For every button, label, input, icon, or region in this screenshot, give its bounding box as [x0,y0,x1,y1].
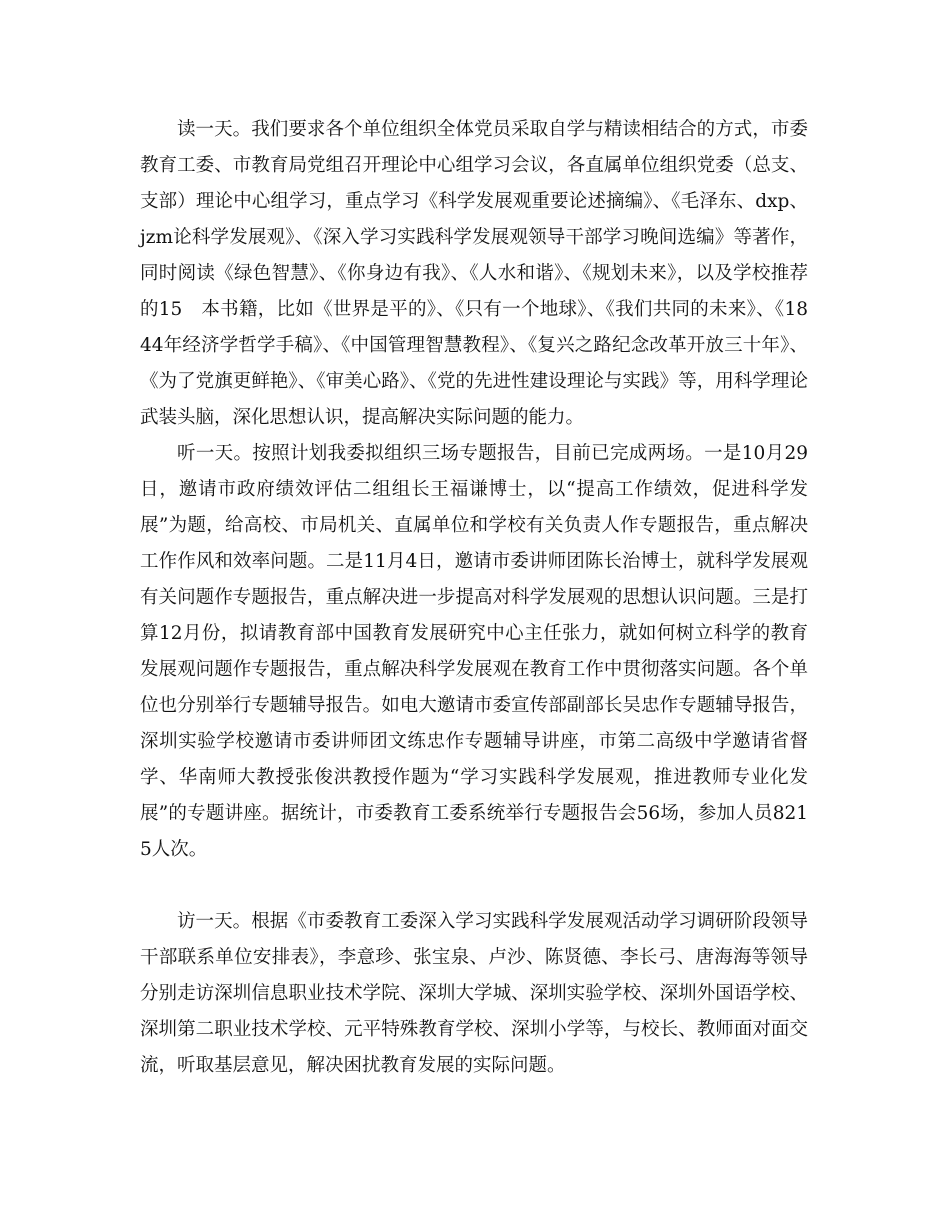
paragraph-listen-day: 听一天。按照计划我委拟组织三场专题报告，目前已完成两场。一是10月29日，邀请市政府绩效评估二组组长王福谦博士，以“提高工作绩效，促进科学发展”为题，给高校、市局机关、直属单位和学校有关负责人作专题报告，重点解决工作作风和效率问题。二是11月4日，邀请市委讲师团陈长治博士，就科学发展观有关问题作专题报告，重点解决进一步提高对科学发展观的思想认识问题。三是打算12月份，拟请教育部中国教育发展研究中心主任张力，就如何树立科学的教育发展观问题作专题报告，重点解决科学发展观在教育工作中贯彻落实问题。各个单位也分别举行专题辅导报告。如电大邀请市委宣传部副部长吴忠作专题辅导报告，深圳实验学校邀请市委讲师团文练忠作专题辅导讲座，市第二高级中学邀请省督学、华南师大教授张俊洪教授作题为“学习实践科学发展观，推进教师专业化发展”的专题讲座。据统计，市委教育工委系统举行专题报告会56场，参加人员8215人次。 [140,443,808,860]
paragraph-read-day: 读一天。我们要求各个单位组织全体党员采取自学与精读相结合的方式，市委教育工委、市教育局党组召开理论中心组学习会议，各直属单位组织党委（总支、支部）理论中心组学习，重点学习《科学发展观重要论述摘编》、《毛泽东、dxp、jzm论科学发展观》、《深入学习实践科学发展观领导干部学习晚间选编》等著作，同时阅读《绿色智慧》、《你身边有我》、《人水和谐》、《规划未来》，以及学校推荐的15 本书籍，比如《世界是平的》、《只有一个地球》、《我们共同的未来》、《1844年经济学哲学手稿》、《中国管理智慧教程》、《复兴之路纪念改革开放三十年》、《为了党旗更鲜艳》、《审美心路》、《党的先进性建设理论与实践》等，用科学理论武装头脑，深化思想认识，提高解决实际问题的能力。 [140,119,808,428]
paragraph-spacer [140,868,808,904]
paragraph-visit-day: 访一天。根据《市委教育工委深入学习实践科学发展观活动学习调研阶段领导干部联系单位安排表》，李意珍、张宝泉、卢沙、陈贤德、李长弓、唐海海等领导分别走访深圳信息职业技术学院、深圳大学城、深圳实验学校、深圳外国语学校、深圳第二职业技术学校、元平特殊教育学校、深圳小学等，与校长、教师面对面交流，听取基层意见，解决困扰教育发展的实际问题。 [140,911,808,1076]
document-body [140,112,808,1084]
